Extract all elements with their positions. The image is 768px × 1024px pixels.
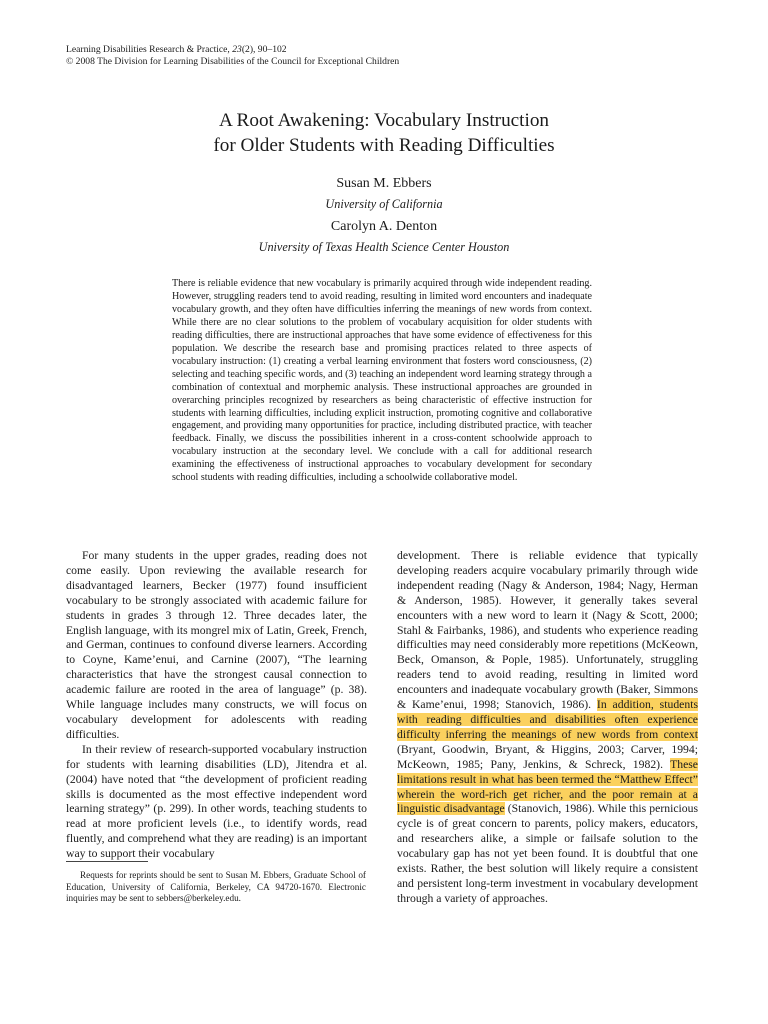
- paper-title: [0, 108, 768, 158]
- highlighted-text: In addition, students with reading difficulties and disabilities often experience difficulty inferring the meanings of new words from context: [397, 698, 698, 741]
- body-column-left: [66, 549, 367, 862]
- author-name: Susan M. Ebbers: [336, 176, 432, 191]
- abstract-text: There is reliable evidence that new vocabulary is primarily acquired through wide independent reading. However, struggling readers tend to avoid reading, resulting in limited word encounters and inadequate vocabulary growth, and they often have difficulties inferring the meanings of new words from context. While there are no clear solutions to the problem of vocabulary acquisition for older students with reading difficulties, there are instructional approaches that have some evidence of effectiveness for this population. We describe the research base and promising practices related to three aspects of vocabulary instruction: (1) creating a verbal learning environment that fosters word consciousness, (2) selecting and teaching specific words, and (3) teaching an independent word learning strategy through a combination of contextual and morphemic analysis. These instructional approaches are grounded in overarching principles recognized by researchers as being characteristic of effective instruction for students with learning difficulties, including explicit instruction, promoting cognitive and collaborative engagement, and providing many opportunities for practice, including distributed practice, with teacher feedback. Finally, we discuss the possibilities inherent in a cross-content schoolwide approach to vocabulary instruction at the secondary level. We conclude with a call for additional research examining the effectiveness of instructional approaches to vocabulary development for secondary school students with reading difficulties, including a schoolwide collaborative model.: [172, 278, 592, 484]
- journal-citation: Learning Disabilities Research & Practice, 23(2), 90–102: [66, 44, 287, 55]
- footnote-text: Requests for reprints should be sent to Susan M. Ebbers, Graduate School of Education, University of California, Berkeley, CA 94720-1670. Electronic inquiries may be sent to sebbers@berkeley.edu.: [66, 870, 366, 904]
- footnote-divider: [66, 861, 148, 862]
- body-paragraph: In their review of research-supported vocabulary instruction for students with learning disabilities (LD), Jitendra et al. (2004) have noted that “the development of proficient reading skills is documented as the most effective independent word learning strategy” (p. 299). In other words, teaching students to read at more proficient levels (i.e., to identify words, read fluently, and comprehend what they are reading) is an important way to support their vocabulary: [66, 742, 367, 861]
- highlighted-text: These limitations result in what has been termed the “Matthew Effect” wherein the word-rich get richer, and the poor remain at a linguistic disadvantage: [397, 757, 698, 816]
- title-line-2: for Older Students with Reading Difficulties: [213, 135, 555, 156]
- body-paragraph: development. There is reliable evidence that typically developing readers acquire vocabulary primarily through wide independent reading (Nagy & Anderson, 1984; Nagy, Herman & Anderson, 1985). However, it generally takes several encounters with a new word to learn it (Nagy & Scott, 2000; Stahl & Fairbanks, 1986), and students who experience reading difficulties may need considerably more repetitions (McKeown, Beck, Omanson, & Pople, 1985). Unfortunately, struggling readers tend to avoid reading, resulting in limited word encounters and inadequate vocabulary growth (Baker, Simmons & Kame’enui, 1998; Stanovich, 1986). In addition, students with reading difficulties and disabilities often experience difficulty inferring the meanings of new words from context (Bryant, Goodwin, Bryant, & Higgins, 2003; Carver, 1994; McKeown, 1985; Pany, Jenkins, & Schreck, 1982). These limitations result in what has been termed the “Matthew Effect” wherein the word-rich get richer, and the poor remain at a linguistic disadvantage (Stanovich, 1986). While this pernicious cycle is of great concern to parents, policy makers, educators, and researchers alike, a simple or failsafe solution to the vocabulary gap has not yet been found. It is doubtful that one exists. Rather, the best solution will likely require a consistent and persistent long-term investment in vocabulary development through a variety of approaches.: [397, 549, 698, 905]
- author-affiliation: University of California: [325, 197, 443, 211]
- copyright-line: © 2008 The Division for Learning Disabilities of the Council for Exceptional Children: [66, 56, 400, 67]
- body-paragraph: For many students in the upper grades, reading does not come easily. Upon reviewing the available research for disadvantaged learners, Becker (1977) found insufficient vocabulary to be strongly associated with academic failure for students in grades 3 through 12. Three decades later, the English language, with its mongrel mix of Latin, Greek, French, and German, continues to confound diverse learners. According to Coyne, Kame’enui, and Carnine (2007), “The learning characteristics that have the strongest causal connection to academic failure are rooted in the area of language” (p. 38). While language includes many constructs, we will focus on vocabulary development for adolescents with reading difficulties.: [66, 549, 367, 741]
- body-column-right: [397, 549, 698, 907]
- author-name: Carolyn A. Denton: [330, 219, 438, 234]
- abstract: [172, 278, 592, 485]
- author-affiliation: University of Texas Health Science Center Houston: [258, 240, 510, 254]
- footnote: [66, 870, 366, 905]
- journal-header: [66, 44, 399, 68]
- title-line-1: A Root Awakening: Vocabulary Instruction: [218, 110, 550, 131]
